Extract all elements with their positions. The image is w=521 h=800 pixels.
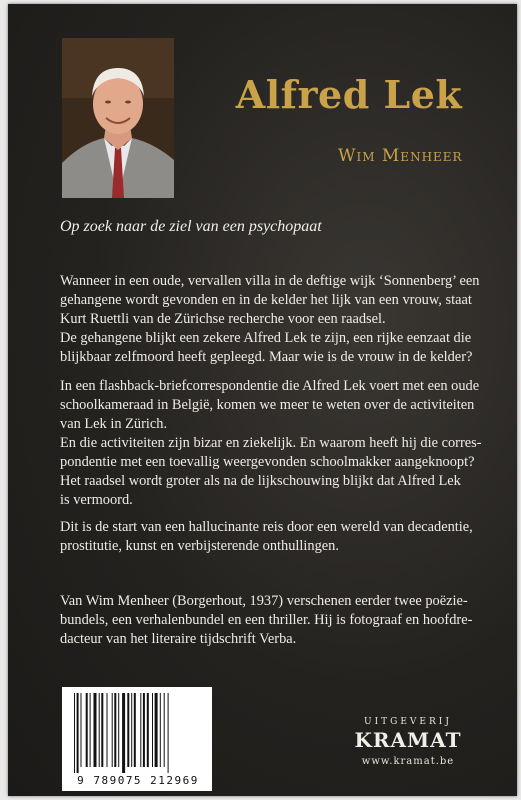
barcode-bar [143, 693, 145, 767]
barcode-bar [94, 693, 97, 767]
isbn-barcode [62, 687, 212, 791]
text-line: In een flashback-briefcorrespondentie die Alfred Lek voert met een oude [60, 378, 480, 394]
text-line: pondentie met een toevallig weergevonden schoolmakker aangeknoopt? [60, 454, 475, 470]
text-line: gehangene wordt gevonden en in de kelder het lijk van een vrouw, staat [60, 292, 472, 308]
text-line: blijkbaar zelfmoord heeft gepleegd. Maar wie is de vrouw in de kelder? [60, 349, 473, 365]
barcode-bar [74, 693, 75, 773]
barcode-bars [72, 693, 202, 773]
text-line: prostitutie, kunst en verbijsterende onthullingen. [60, 538, 339, 554]
publisher-label: UITGEVERIJ [364, 717, 452, 727]
barcode-bar [86, 693, 88, 767]
text-line: Wanneer in een oude, vervallen villa in de deftige wijk ‘Sonnenberg’ een [60, 273, 480, 289]
barcode-bar [127, 693, 129, 767]
text-line: van Lek in Zürich. [60, 416, 168, 432]
text-line: Van Wim Menheer (Borgerhout, 1937) verschenen eerder twee poëzie- [60, 593, 468, 609]
barcode-bar [90, 693, 91, 767]
book-author: Wim Menheer [338, 146, 463, 166]
isbn-number: 9 789075 212969 [77, 774, 199, 787]
author-photo [62, 38, 174, 198]
barcode-bar [168, 693, 169, 773]
barcode-bar [112, 693, 113, 767]
barcode-bar [147, 693, 149, 767]
book-title: Alfred Lek [235, 72, 463, 117]
barcode-bar [77, 693, 79, 773]
text-line: Dit is de start van een hallucinante reis door een wereld van decadentie, [60, 519, 473, 535]
text-line: is vermoord. [60, 492, 133, 508]
blurb-paragraph-2 [60, 377, 490, 510]
publisher-url: www.kramat.be [361, 756, 455, 767]
barcode-bar [155, 693, 158, 767]
barcode-bar [122, 693, 125, 773]
text-line: De gehangene blijkt een zekere Alfred Lek te zijn, een rijke eenzaat die [60, 330, 472, 346]
text-line: En die activiteiten zijn bizar en ziekelijk. En waarom heeft hij die corres- [60, 435, 482, 451]
barcode-bar [81, 693, 82, 767]
barcode-bar [101, 693, 103, 767]
text-line: dacteur van het literaire tijdschrift Verba. [60, 631, 297, 647]
text-line: Kurt Ruettli van de Zürichse recherche voor een raadsel. [60, 311, 386, 327]
barcode-bar [152, 693, 153, 767]
barcode-bar [131, 693, 132, 767]
blurb-paragraph-3 [60, 518, 490, 556]
barcode-bar [140, 693, 141, 767]
blurb-paragraph-1 [60, 272, 490, 367]
text-line: Het raadsel wordt groter als na de lijkschouwing blijkt dat Alfred Lek [60, 473, 461, 489]
barcode-bar [107, 693, 108, 767]
book-back-cover [8, 4, 517, 796]
barcode-bar [164, 693, 165, 767]
text-line: bundels, een verhalenbundel en een thriller. Hij is fotograaf en hoofdre- [60, 612, 473, 628]
barcode-bar [118, 693, 119, 767]
barcode-bar [160, 693, 161, 767]
barcode-bar [114, 693, 116, 767]
publisher-logo: KRAMAT [354, 728, 462, 752]
text-line: schoolkameraad in België, komen we meer te weten over de activiteiten [60, 397, 475, 413]
author-bio [60, 592, 490, 649]
barcode-bar [134, 693, 136, 767]
barcode-bar [99, 693, 100, 767]
tagline: Op zoek naar de ziel van een psychopaat [60, 218, 322, 235]
